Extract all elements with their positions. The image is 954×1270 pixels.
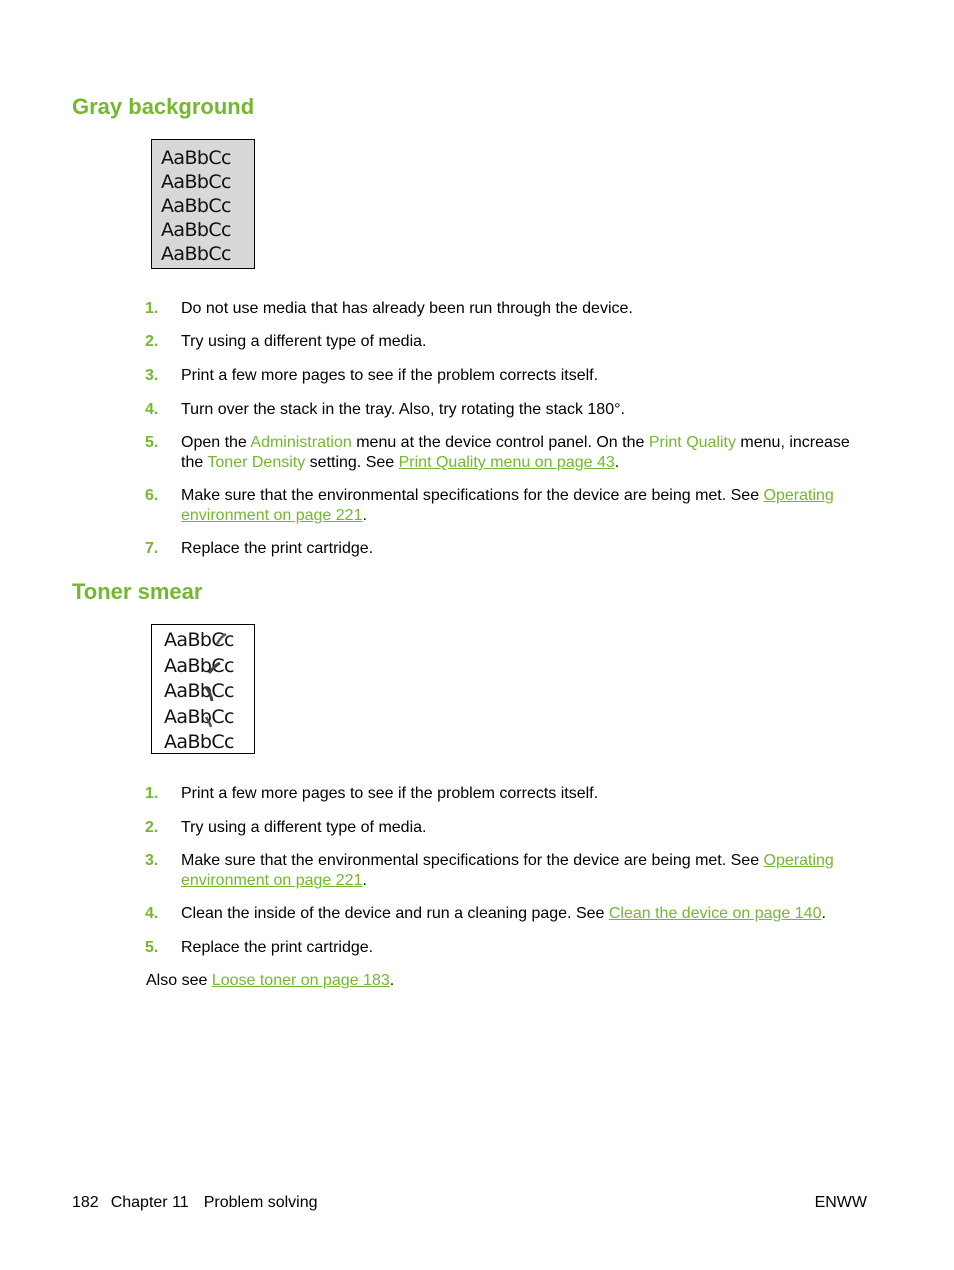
- page-footer-left: [72, 1193, 318, 1213]
- text-run: .: [614, 454, 620, 471]
- sample-text: AaBbCc: [164, 629, 234, 651]
- step-number: 5.: [145, 939, 159, 956]
- text-run: .: [362, 507, 367, 524]
- step-text: Turn over the stack in the tray. Also, try rotating the stack 180°.: [181, 401, 625, 418]
- step-text: [181, 904, 871, 924]
- sample-text-line: [164, 628, 254, 654]
- step-text: Print a few more pages to see if the problem corrects itself.: [181, 367, 599, 384]
- sample-text-line: AaBbCc: [161, 195, 231, 217]
- step-text: [181, 486, 871, 526]
- text-run: menu, increase the: [181, 434, 850, 471]
- text-run: Clean the inside of the device and run a cleaning page. See: [181, 905, 609, 922]
- text-run: setting. See: [305, 454, 399, 471]
- text-run: Open the: [181, 434, 251, 451]
- sample-text-line: AaBbCc: [164, 731, 234, 753]
- text-run: Also see: [146, 972, 212, 989]
- sample-text: AaBbCc: [164, 680, 234, 702]
- footer-right-label: ENWW: [814, 1194, 867, 1211]
- ui-term-print-quality: Print Quality: [648, 434, 736, 451]
- step-text: [181, 851, 871, 891]
- text-run: Make sure that the environmental specifications for the device are being met. See: [181, 852, 764, 869]
- gray-background-sample-image: [151, 139, 255, 269]
- step-text: Replace the print cartridge.: [181, 939, 374, 956]
- step-number: 4.: [145, 905, 159, 922]
- link-clean-the-device[interactable]: Clean the device on page 140: [608, 905, 822, 922]
- step-number: 7.: [145, 540, 159, 557]
- sample-text: AaBbCc: [164, 705, 234, 728]
- sample-text-line: AaBbCc: [161, 243, 231, 265]
- sample-text-line: [164, 654, 254, 680]
- also-see-paragraph: [146, 971, 394, 991]
- step-number: 3.: [145, 367, 159, 384]
- sample-text-line: [164, 705, 254, 731]
- step-text: Replace the print cartridge.: [181, 540, 374, 557]
- step-number: 1.: [145, 300, 159, 317]
- step-text: Do not use media that has already been run through the device.: [181, 300, 633, 317]
- link-loose-toner[interactable]: Loose toner on page 183: [211, 972, 390, 989]
- smear-mark-icon: [202, 705, 216, 731]
- smear-mark-icon: [206, 654, 222, 678]
- step-number: 5.: [145, 434, 159, 451]
- text-run: menu at the device control panel. On the: [351, 434, 649, 451]
- link-operating-environment[interactable]: Operating environment on page 221: [181, 487, 834, 524]
- sample-text-line: [164, 679, 254, 705]
- sample-text-line: AaBbCc: [161, 147, 231, 169]
- sample-text: AaBbCc: [164, 654, 234, 677]
- page-number: 182: [72, 1194, 99, 1211]
- ui-term-toner-density: Toner Density: [207, 454, 306, 471]
- step-text: Print a few more pages to see if the problem corrects itself.: [181, 785, 599, 802]
- section-heading-gray-background: Gray background: [72, 94, 255, 119]
- footer-section-title: Problem solving: [203, 1194, 318, 1211]
- text-run: .: [389, 972, 395, 989]
- step-number: 2.: [145, 819, 159, 836]
- section-heading-toner-smear: Toner smear: [72, 579, 203, 604]
- text-run: .: [362, 872, 367, 889]
- link-print-quality-menu[interactable]: Print Quality menu on page 43: [398, 454, 615, 471]
- sample-text-line: AaBbCc: [161, 219, 231, 241]
- step-number: 4.: [145, 401, 159, 418]
- footer-chapter: Chapter 11: [110, 1194, 189, 1211]
- step-text: [181, 433, 871, 473]
- sample-text-line: AaBbCc: [161, 171, 231, 193]
- step-text: Try using a different type of media.: [181, 333, 427, 350]
- step-number: 6.: [145, 487, 159, 504]
- text-run: Make sure that the environmental specifications for the device are being met. See: [181, 487, 764, 504]
- step-number: 3.: [145, 852, 159, 869]
- smear-mark-icon: [202, 679, 218, 705]
- step-number: 2.: [145, 333, 159, 350]
- text-run: .: [821, 905, 826, 922]
- link-operating-environment[interactable]: Operating environment on page 221: [181, 852, 834, 889]
- ui-term-administration: Administration: [250, 434, 352, 451]
- step-text: Try using a different type of media.: [181, 819, 427, 836]
- step-number: 1.: [145, 785, 159, 802]
- smear-mark-icon: [214, 628, 228, 652]
- toner-smear-sample-image: [151, 624, 255, 754]
